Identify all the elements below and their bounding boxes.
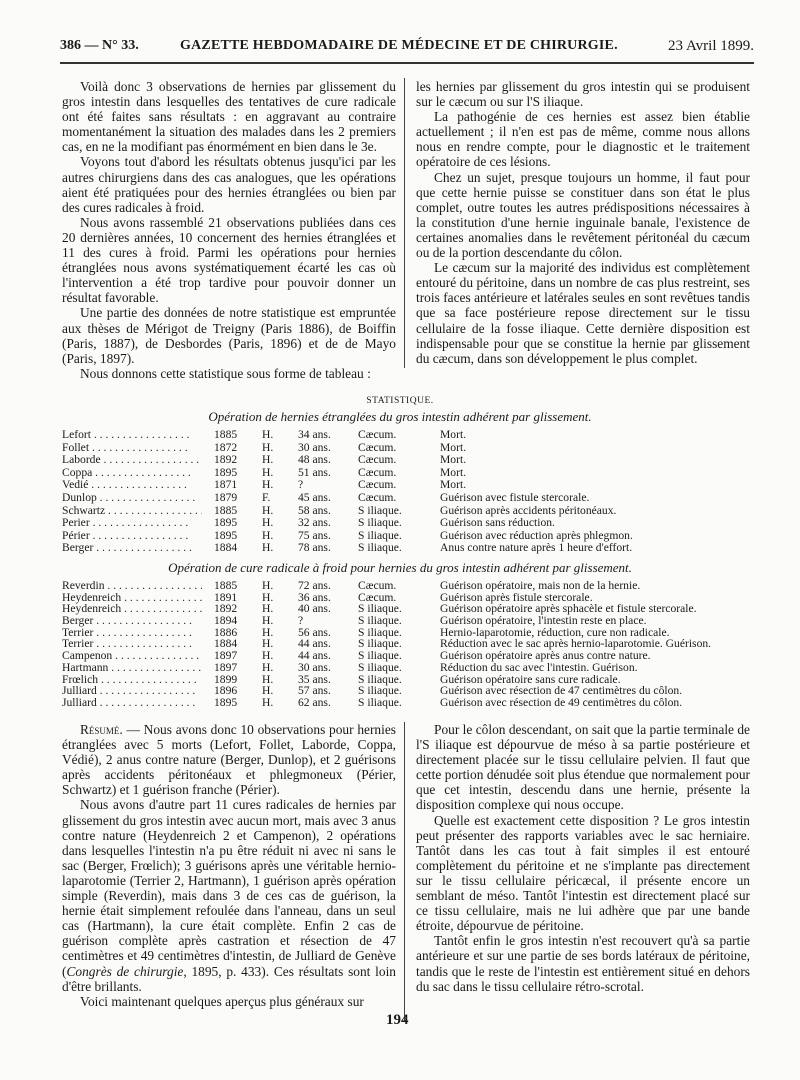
top-left-column bbox=[62, 79, 396, 381]
table-row bbox=[62, 591, 762, 603]
table-row bbox=[62, 673, 762, 685]
cell-surgeon: Lefort . . . bbox=[62, 428, 202, 441]
cell-result: Guérison opératoire, l'intestin reste en place. bbox=[440, 614, 647, 628]
cell-age: 44 ans. bbox=[298, 649, 331, 663]
cell-result: Mort. bbox=[440, 440, 467, 454]
table-row bbox=[62, 466, 762, 479]
table-strangulated-hernias bbox=[62, 428, 762, 554]
paragraph bbox=[62, 722, 396, 797]
table-row bbox=[62, 684, 762, 696]
table-row bbox=[62, 504, 762, 517]
cell-surgeon: Heydenreich . . . bbox=[62, 602, 202, 615]
cell-site: S iliaque. bbox=[358, 541, 402, 555]
table-row bbox=[62, 529, 762, 542]
paragraph: Nous donnons cette statistique sous forme de tableau : bbox=[80, 365, 371, 381]
table-row bbox=[62, 516, 762, 529]
cell-sex: H. bbox=[262, 428, 274, 441]
cell-surgeon: Laborde . . . bbox=[62, 453, 202, 466]
table-row bbox=[62, 428, 762, 441]
table-row bbox=[62, 602, 762, 614]
cell-surgeon: Coppa . . . bbox=[62, 466, 202, 479]
issue-date: 23 Avril 1899. bbox=[668, 38, 754, 54]
cell-site: S iliaque. bbox=[358, 625, 402, 639]
bottom-right-column bbox=[416, 722, 750, 994]
cell-age: 30 ans. bbox=[298, 660, 331, 674]
cell-sex: H. bbox=[262, 684, 274, 698]
cell-surgeon: Campenon . . . bbox=[62, 649, 202, 662]
cell-age: 57 ans. bbox=[298, 684, 331, 698]
page-number: 194 bbox=[386, 1012, 409, 1028]
cell-site: Cæcum. bbox=[358, 478, 397, 492]
column-divider bbox=[404, 78, 405, 368]
cell-result: Guérison après fistule stercorale. bbox=[440, 590, 593, 604]
table-row bbox=[62, 614, 762, 626]
text: , 1895, p. 433). Ces résultats sont loin d'être brillants. bbox=[62, 963, 396, 994]
statistique-title: STATISTIQUE. bbox=[366, 396, 434, 406]
cell-age: 58 ans. bbox=[298, 503, 331, 517]
table-row bbox=[62, 491, 762, 504]
cell-year: 1895 bbox=[214, 516, 238, 530]
cell-year: 1884 bbox=[214, 637, 238, 651]
cell-surgeon: Vedié . . . bbox=[62, 478, 202, 491]
table-row bbox=[62, 637, 762, 649]
table-row bbox=[62, 661, 762, 673]
page-header bbox=[60, 38, 754, 56]
cell-sex: H. bbox=[262, 625, 274, 639]
cell-age: ? bbox=[298, 614, 304, 628]
page-issue-number: 386 — N° 33. bbox=[60, 38, 139, 53]
cell-site: S iliaque. bbox=[358, 503, 402, 517]
paragraph: Voilà donc 3 observations de hernies par glissement du gros intestin dans lesquelles des tentatives de cure radicale ont été faites sans résultats : en aggravant au contraire momentanément la situation des malades dans les 2 premiers cas, en ne la modifiant pas énormément en bien dans le 3e. bbox=[62, 79, 396, 155]
cell-site: S iliaque. bbox=[358, 695, 402, 709]
paragraph bbox=[62, 797, 396, 993]
cell-sex: H. bbox=[262, 590, 274, 604]
cell-age: 72 ans. bbox=[298, 579, 331, 592]
cell-surgeon: Terrier . . . bbox=[62, 626, 202, 639]
cell-sex: H. bbox=[262, 602, 274, 616]
column-divider bbox=[404, 722, 405, 1022]
paragraph: Le cæcum sur la majorité des individus est complètement entouré du péritoine, dans un nombre de cas plus restreint, ses trois faces antérieure et latérales seules en sont revêtues tandis que sa face postérieure repose directement sur le tissu cellulaire de la fosse iliaque. Cette dernière disposition est indispensable pour que se constitue la hernie par glissement du cæcum, dans son développement le plus complet. bbox=[416, 260, 750, 366]
cell-surgeon: Heydenreich . . . bbox=[62, 591, 202, 604]
table2-caption: Opération de cure radicale à froid pour hernies du gros intestin adhérent par glissement. bbox=[168, 560, 632, 575]
cell-year: 1892 bbox=[214, 602, 238, 616]
cell-surgeon: Berger . . . bbox=[62, 541, 202, 554]
paragraph: Quelle est exactement cette disposition ? Le gros intestin peut présenter des rapports variables avec le sac herniaire. Tantôt dans les cas tout à fait simples il est entouré complètement du péritoine et ne s'implante pas directement sur le tissu cellulaire péricæcal, il présente encore un semblant de méso. Tantôt l'intestin est directement placé sur ce tissu cellulaire, mais ne lui adhère que par une bande étroite, dépourvue de péritoine. bbox=[416, 812, 750, 934]
cell-result: Mort. bbox=[440, 478, 467, 492]
cell-result: Guérison avec fistule stercorale. bbox=[440, 490, 590, 504]
table-radical-cure bbox=[62, 579, 762, 708]
cell-site: S iliaque. bbox=[358, 614, 402, 628]
cell-year: 1871 bbox=[214, 478, 238, 492]
cell-age: ? bbox=[298, 478, 304, 492]
cell-age: 40 ans. bbox=[298, 602, 331, 616]
cell-year: 1894 bbox=[214, 614, 238, 628]
cell-year: 1885 bbox=[214, 428, 238, 441]
cell-result: Guérison avec réduction après phlegmon. bbox=[440, 528, 633, 542]
cell-year: 1899 bbox=[214, 672, 238, 686]
cell-sex: H. bbox=[262, 478, 274, 492]
cell-site: Cæcum. bbox=[358, 590, 397, 604]
cell-site: S iliaque. bbox=[358, 649, 402, 663]
cell-age: 36 ans. bbox=[298, 590, 331, 604]
cell-result: Guérison avec résection de 49 centimètres du côlon. bbox=[440, 695, 683, 709]
table-row bbox=[62, 579, 762, 591]
table-row bbox=[62, 541, 762, 554]
cell-sex: H. bbox=[262, 541, 274, 555]
cell-site: S iliaque. bbox=[358, 660, 402, 674]
cell-age: 32 ans. bbox=[298, 516, 331, 530]
cell-surgeon: Julliard . . . bbox=[62, 696, 202, 709]
cell-result: Mort. bbox=[440, 428, 467, 441]
cell-surgeon: Julliard . . . bbox=[62, 684, 202, 697]
cell-age: 56 ans. bbox=[298, 625, 331, 639]
cell-result: Guérison avec résection de 47 centimètres du côlon. bbox=[440, 684, 683, 698]
cell-surgeon: Follet . . . bbox=[62, 441, 202, 454]
cell-year: 1897 bbox=[214, 660, 238, 674]
table-row bbox=[62, 478, 762, 491]
cell-sex: H. bbox=[262, 453, 274, 467]
table-row bbox=[62, 453, 762, 466]
table-row bbox=[62, 649, 762, 661]
cell-year: 1884 bbox=[214, 541, 238, 555]
table-row bbox=[62, 441, 762, 454]
paragraph: Pour le côlon descendant, on sait que la partie terminale de l'S iliaque est dépourvue de méso à sa partie postérieure et directement placée sur le tissu cellulaire pelvien. Il faut que cette portion dénudée soit plus étendue que normalement pour que cet intestin, descendu dans une hernie, présente la disposition complexe qui nous occupe. bbox=[416, 722, 750, 813]
cell-result: Guérison opératoire sans cure radicale. bbox=[440, 672, 621, 686]
cell-sex: H. bbox=[262, 614, 274, 628]
cell-surgeon: Frœlich . . . bbox=[62, 673, 202, 686]
cell-surgeon: Schwartz . . . bbox=[62, 504, 202, 517]
cell-age: 48 ans. bbox=[298, 453, 331, 467]
table-row bbox=[62, 626, 762, 638]
cell-year: 1897 bbox=[214, 649, 238, 663]
cell-sex: H. bbox=[262, 660, 274, 674]
cell-surgeon: Terrier . . . bbox=[62, 637, 202, 650]
cell-surgeon: Berger . . . bbox=[62, 614, 202, 627]
cell-sex: H. bbox=[262, 695, 274, 709]
paragraph: Une partie des données de notre statistique est empruntée aux thèses de Mérigot de Treigny (Paris 1886), de Boiffin (Paris, 1887), de Desbordes (Paris, 1896) et de de Mayo (Paris, 1897). bbox=[62, 305, 396, 366]
cell-sex: H. bbox=[262, 579, 274, 592]
cell-age: 45 ans. bbox=[298, 490, 331, 504]
cell-surgeon: Hartmann . . . bbox=[62, 661, 202, 674]
cell-sex: H. bbox=[262, 465, 274, 479]
cell-sex: H. bbox=[262, 503, 274, 517]
cell-age: 62 ans. bbox=[298, 695, 331, 709]
resume-label: Résumé. bbox=[80, 722, 123, 737]
paragraph: La pathogénie de ces hernies est assez bien établie actuellement ; il n'en est pas de même, comme nous allons nous en rendre compte, pour le diagnostic et le traitement opératoire de ces lésions. bbox=[416, 109, 750, 170]
cell-result: Guérison opératoire après anus contre nature. bbox=[440, 649, 651, 663]
cell-year: 1896 bbox=[214, 684, 238, 698]
paragraph: Voici maintenant quelques aperçus plus généraux sur bbox=[80, 993, 364, 1009]
cell-year: 1895 bbox=[214, 528, 238, 542]
cell-result: Guérison après accidents péritonéaux. bbox=[440, 503, 617, 517]
cell-surgeon: Dunlop . . . bbox=[62, 491, 202, 504]
cell-site: S iliaque. bbox=[358, 684, 402, 698]
top-right-column bbox=[416, 79, 750, 366]
paragraph: Tantôt enfin le gros intestin n'est recouvert qu'à sa partie antérieure et sur une partie de ses bords latéraux de péritoine, tandis que le reste de l'intestin est entièrement situé en dehors du sac dans le tissu cellulaire rétro-scrotal. bbox=[416, 933, 750, 994]
header-rule bbox=[60, 62, 754, 64]
resume-text: — Nous avons donc 10 observations pour hernies étranglées avec 5 morts (Lefort, Follet, Laborde, Coppa, Védié), 2 anus contre nature (Berger, Dunlop), et 2 guérisons après accidents péritonéaux et phlegmoneux (Périer, Schwartz) et 1 guérison franche (Périer). bbox=[62, 722, 396, 798]
cell-year: 1895 bbox=[214, 695, 238, 709]
text: Nous avons d'autre part 11 cures radicales de hernies par glissement du gros intestin avec aucun mort, mais avec 3 anus contre nature (Heydenreich 2 et Campenon), 2 opérations dans lesquelles l'intestin n'a pu être réduit ni avec ni sans le sac (Berger, Frœlich); 3 guérisons après une véritable hernio-laparotomie (Terrier 2, Hartmann), 1 guérison après opération simple (Reverdin), mais dans 3 de ces cas de guérison, la hernie était simplement refoulée dans l'anneau, dans un seul cas (Hartmann), la cure était complète. Enfin 2 cas de guérison complète après castration et résection de 47 centimètres et 49 centimètres d'intestin, de Julliard de Genève ( bbox=[62, 797, 396, 979]
cell-site: S iliaque. bbox=[358, 528, 402, 542]
cell-site: Cæcum. bbox=[358, 453, 397, 467]
paragraph: les hernies par glissement du gros intestin qui se produisent sur le cæcum ou sur l'S iliaque. bbox=[416, 79, 750, 110]
cell-surgeon: Reverdin . . . bbox=[62, 579, 202, 592]
cell-year: 1886 bbox=[214, 625, 238, 639]
cell-age: 78 ans. bbox=[298, 541, 331, 555]
cell-age: 30 ans. bbox=[298, 440, 331, 454]
cell-surgeon: Périer . . . bbox=[62, 529, 202, 542]
cell-site: S iliaque. bbox=[358, 672, 402, 686]
cell-age: 44 ans. bbox=[298, 637, 331, 651]
paragraph: Chez un sujet, presque toujours un homme, il faut pour que cette hernie puisse se constituer dans son état le plus complet, outre toutes les autres prédispositions nécessaires à la constitution d'une hernie inguinale banale, l'existence de certaines anomalies dans le revêtement péritonéal du cæcum ou de la portion descendante du côlon. bbox=[416, 169, 750, 261]
cell-sex: F. bbox=[262, 490, 271, 504]
cell-result: Guérison opératoire après sphacèle et fistule stercorale. bbox=[440, 602, 697, 616]
cell-site: S iliaque. bbox=[358, 637, 402, 651]
paragraph: Voyons tout d'abord les résultats obtenus jusqu'ici par les autres chirurgiens dans des cas analogues, que les opérations aient été pratiquées pour des hernies étranglées ou bien par des cures radicales à froid. bbox=[62, 154, 396, 215]
cell-age: 34 ans. bbox=[298, 428, 331, 441]
cell-sex: H. bbox=[262, 672, 274, 686]
cell-site: S iliaque. bbox=[358, 602, 402, 616]
cell-site: Cæcum. bbox=[358, 490, 397, 504]
citation: Congrès de chirurgie bbox=[66, 963, 184, 979]
cell-age: 35 ans. bbox=[298, 672, 331, 686]
cell-result: Hernio-laparotomie, réduction, cure non radicale. bbox=[440, 625, 670, 639]
cell-site: Cæcum. bbox=[358, 428, 397, 441]
cell-age: 51 ans. bbox=[298, 465, 331, 479]
cell-result: Réduction du sac avec l'intestin. Guérison. bbox=[440, 660, 638, 674]
cell-site: Cæcum. bbox=[358, 579, 397, 592]
cell-site: S iliaque. bbox=[358, 516, 402, 530]
cell-result: Mort. bbox=[440, 465, 467, 479]
cell-result: Guérison sans réduction. bbox=[440, 516, 555, 530]
cell-surgeon: Perier . . . bbox=[62, 516, 202, 529]
cell-year: 1879 bbox=[214, 490, 238, 504]
journal-title: GAZETTE HEBDOMADAIRE DE MÉDECINE ET DE CHIRURGIE. bbox=[180, 38, 618, 53]
bottom-left-column bbox=[62, 722, 396, 1009]
cell-sex: H. bbox=[262, 637, 274, 651]
table-row bbox=[62, 696, 762, 708]
cell-year: 1885 bbox=[214, 503, 238, 517]
cell-sex: H. bbox=[262, 440, 274, 454]
cell-sex: H. bbox=[262, 528, 274, 542]
cell-result: Mort. bbox=[440, 453, 467, 467]
cell-site: Cæcum. bbox=[358, 440, 397, 454]
cell-site: Cæcum. bbox=[358, 465, 397, 479]
cell-sex: H. bbox=[262, 516, 274, 530]
cell-year: 1895 bbox=[214, 465, 238, 479]
cell-year: 1892 bbox=[214, 453, 238, 467]
cell-year: 1885 bbox=[214, 579, 238, 592]
cell-sex: H. bbox=[262, 649, 274, 663]
cell-result: Guérison opératoire, mais non de la hernie. bbox=[440, 579, 641, 592]
cell-age: 75 ans. bbox=[298, 528, 331, 542]
cell-result: Anus contre nature après 1 heure d'effort. bbox=[440, 541, 633, 555]
table1-caption: Opération de hernies étranglées du gros intestin adhérent par glissement. bbox=[208, 409, 592, 424]
cell-year: 1872 bbox=[214, 440, 238, 454]
paragraph: Nous avons rassemblé 21 observations publiées dans ces 20 dernières années, 10 concernent des hernies étranglées et 11 des cures à froid. Parmi les opérations pour hernies étranglées nous avons systématiquement écarté les cas où l'intervention a été trop tardive pour pouvoir donner un résultat favorable. bbox=[62, 214, 396, 306]
cell-result: Réduction avec le sac après hernio-laparotomie. Guérison. bbox=[440, 637, 712, 651]
cell-year: 1891 bbox=[214, 590, 238, 604]
